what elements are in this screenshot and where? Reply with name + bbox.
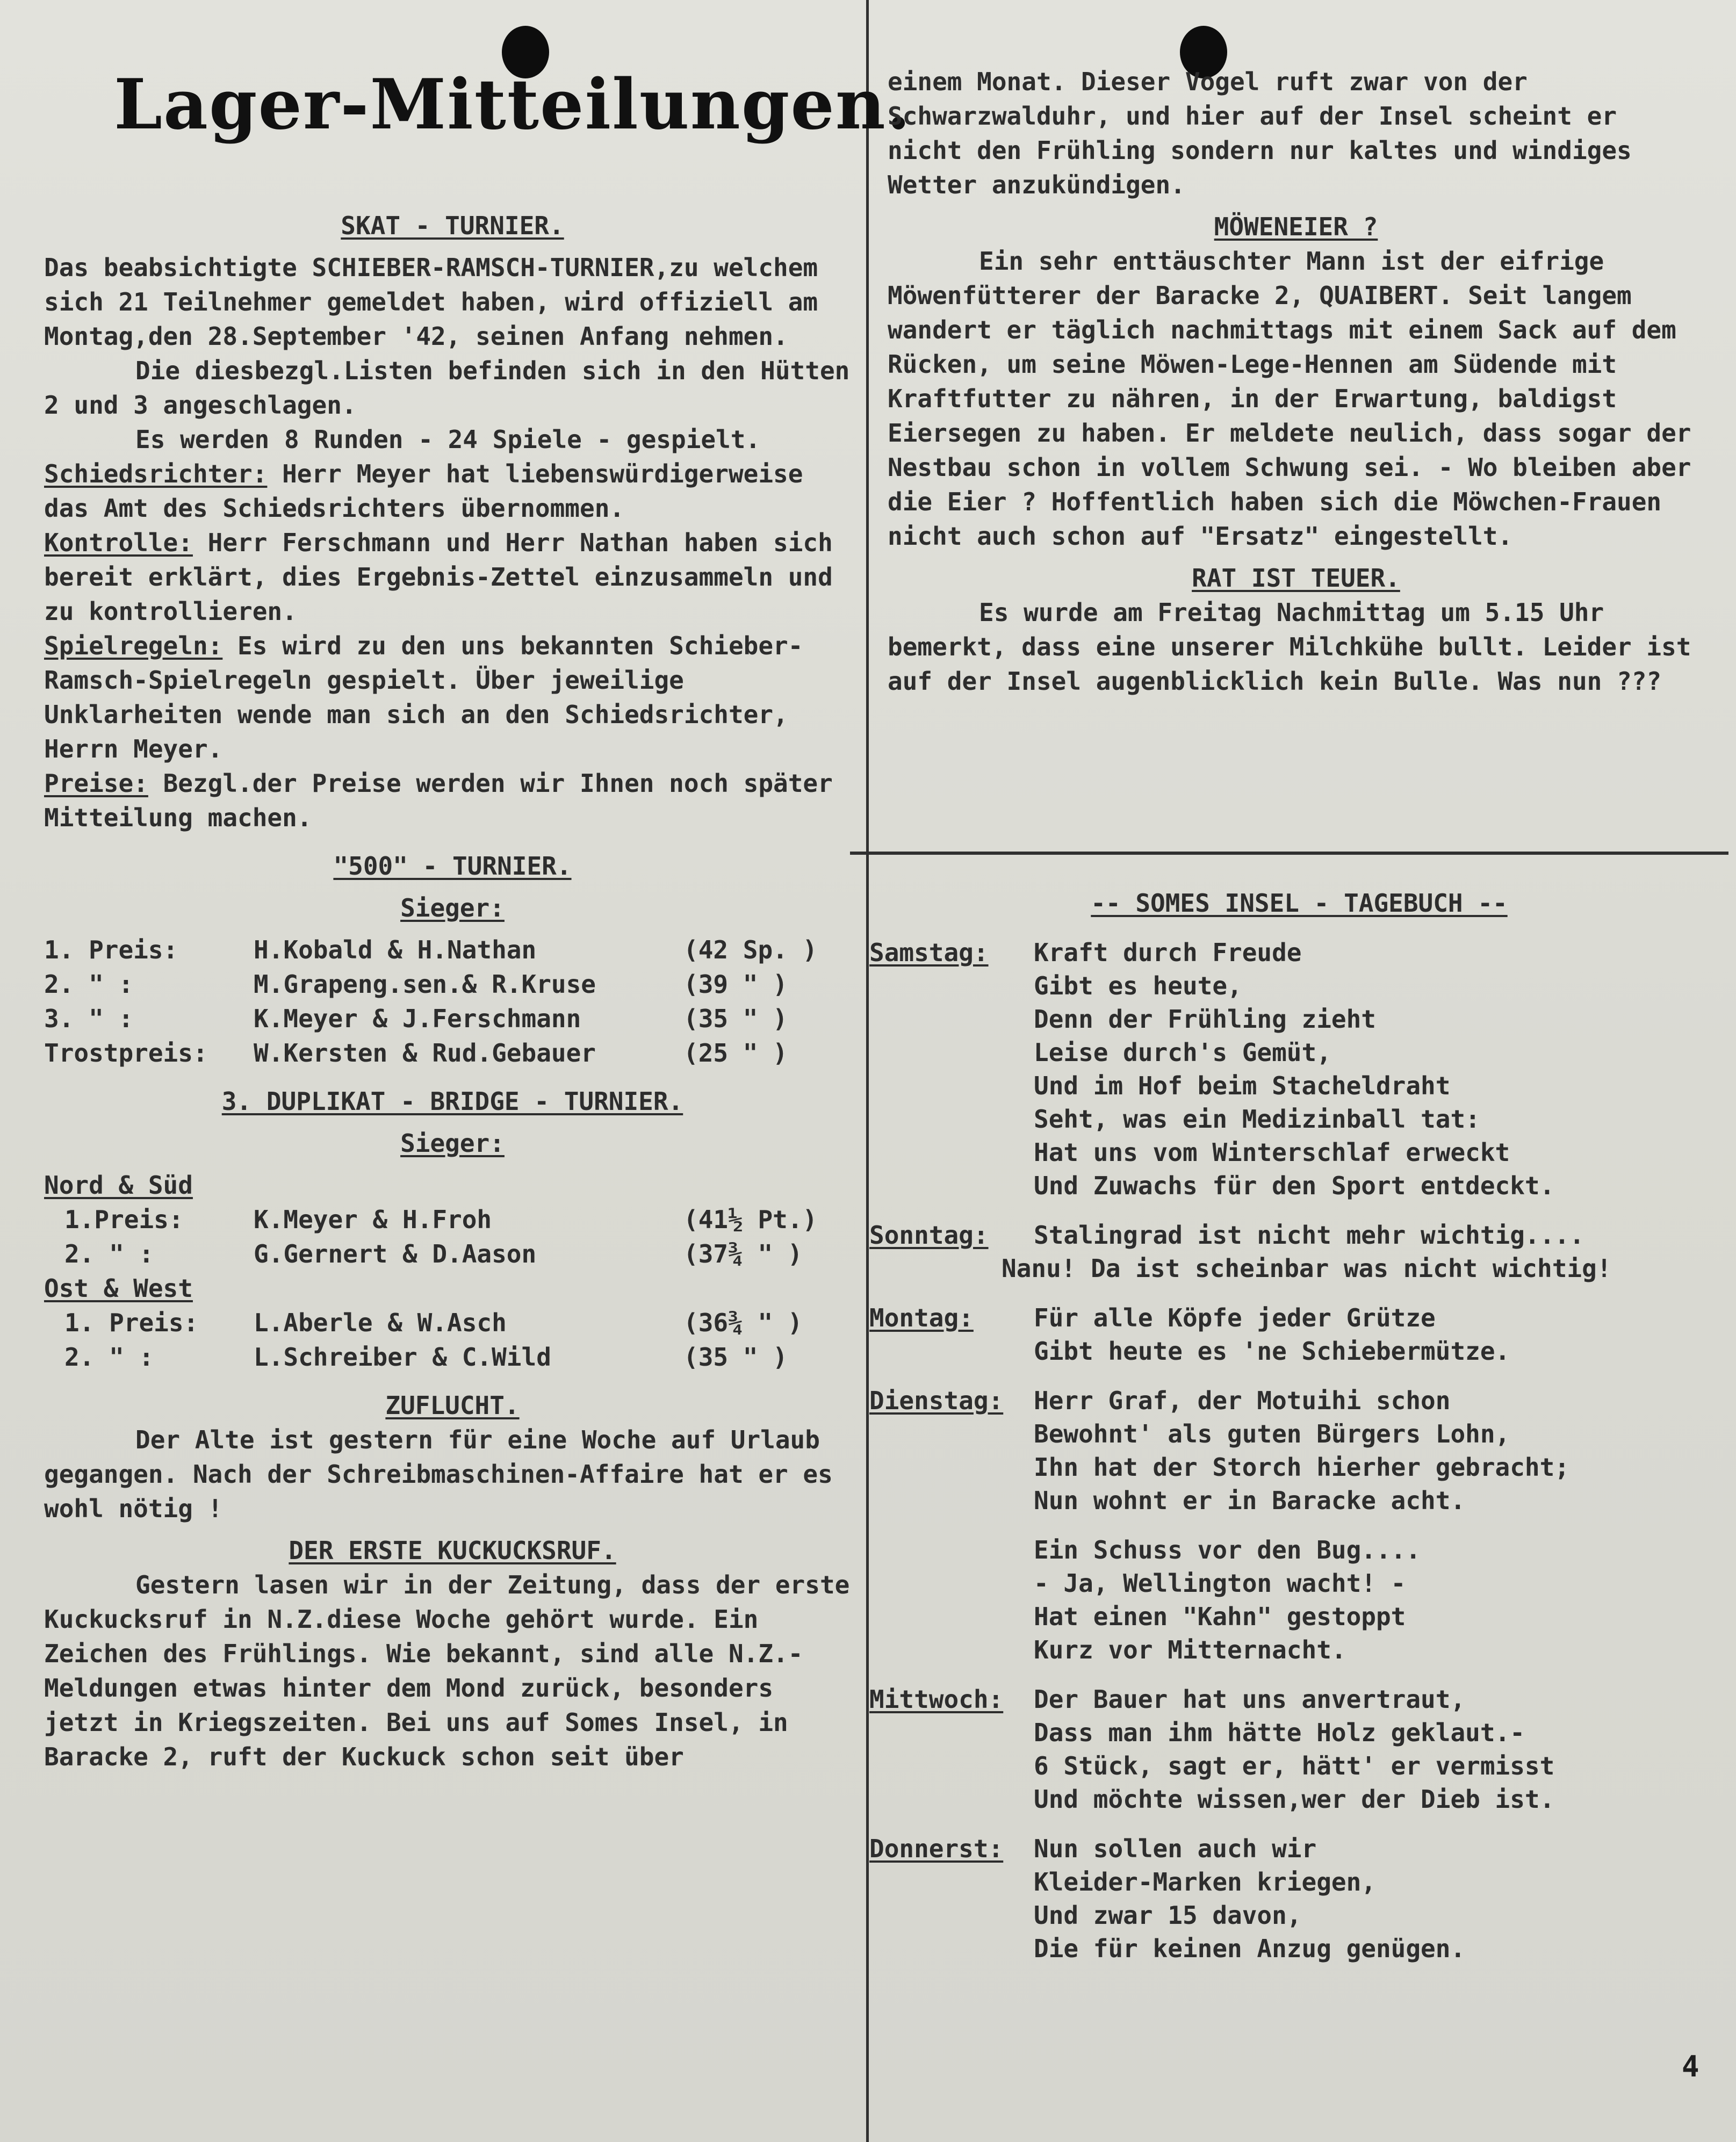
result-row [44,1202,861,1237]
day-label: Dienstag: [869,1386,1004,1415]
result-row [44,1237,861,1271]
skat-paragraph-3: Es werden 8 Runden - 24 Spiele - gespielt. [135,425,761,454]
verse [1002,1218,1729,1285]
result-score: (25 " ) [683,1038,788,1068]
diary-entry-samstag [869,936,1729,1202]
diary-entry-montag [869,1301,1729,1368]
result-names: H.Kobald & H.Nathan [254,935,537,964]
result-place: 1.Preis: [64,1205,184,1234]
verse-line: Leise durch's Gemüt, [1034,1038,1331,1067]
verse-line: Nun sollen auch wir [1034,1834,1317,1863]
column-divider [866,0,869,2142]
verse-line: Die für keinen Anzug genügen. [1034,1934,1466,1963]
verse-line: - Ja, Wellington wacht! - [1034,1569,1406,1598]
result-place: 3. " : [44,1004,134,1033]
diary-section [869,886,1729,1965]
result-row [44,1036,861,1070]
ost-west-label: Ost & West [44,1274,193,1303]
result-row [44,1306,861,1340]
verse-line: Dass man ihm hätte Holz geklaut.- [1034,1718,1525,1747]
result-row [44,967,861,1001]
fivehundred-sieger: Sieger: [400,893,505,922]
result-names: L.Aberle & W.Asch [254,1308,507,1337]
result-score: (36¾ " ) [683,1308,803,1337]
bridge-heading: 3. DUPLIKAT - BRIDGE - TURNIER. [221,1087,683,1116]
page-number: 4 [1682,2050,1699,2083]
result-names: G.Gernert & D.Aason [254,1239,537,1268]
diary-entry-dienstag [869,1384,1729,1517]
result-row [44,933,861,967]
left-column [44,208,861,1774]
skat-heading: SKAT - TURNIER. [341,211,564,240]
diary-verse-dienstag-2 [869,1533,1729,1667]
verse-line: Kleider-Marken kriegen, [1034,1867,1376,1896]
diary-heading: -- SOMES INSEL - TAGEBUCH -- [1091,889,1508,918]
page-title: Lager-Mitteilungen. [114,64,912,145]
verse-line: Kurz vor Mitternacht. [1034,1635,1346,1664]
result-names: M.Grapeng.sen.& R.Kruse [254,970,596,999]
verse [1034,1832,1729,1965]
verse-line: Nanu! Da ist scheinbar was nicht wichtig! [1002,1254,1612,1283]
result-names: L.Schreiber & C.Wild [254,1343,551,1372]
right-column-top [888,64,1704,698]
kontrolle-label: Kontrolle: [44,528,193,557]
result-score: (37¾ " ) [683,1239,803,1268]
result-score: (39 " ) [683,970,788,999]
day-label: Mittwoch: [869,1685,1004,1714]
spielregeln-label: Spielregeln: [44,631,223,660]
verse [1034,936,1729,1202]
result-score: (42 Sp. ) [683,935,818,964]
verse [1034,1683,1729,1816]
verse-line: Ihn hat der Storch hierher gebracht; [1034,1453,1569,1482]
skat-paragraph-1: Das beabsichtigte SCHIEBER-RAMSCH-TURNIER,zu welchem sich 21 Teilnehmer gemeldet haben, wird offiziell am Montag,den 28.September '42, seinen Anfang nehmen. [44,253,818,351]
diary-entry-mittwoch [869,1683,1729,1816]
verse-line: Herr Graf, der Motuihi schon [1034,1386,1451,1415]
result-names: K.Meyer & J.Ferschmann [254,1004,581,1033]
result-score: (35 " ) [683,1343,788,1372]
skat-preise [44,766,861,835]
result-row [44,1340,861,1374]
verse-line: Nun wohnt er in Baracke acht. [1034,1486,1466,1515]
moewen-heading: MÖWENEIER ? [1214,212,1378,241]
moewen-text: Ein sehr enttäuschter Mann ist der eifrige Möwenfütterer der Baracke 2, QUAIBERT. Seit langem wandert er täglich nachmittags mit einem Sack auf dem Rücken, um seine Möwen-Lege-Hennen am Südende mit Kraftfutter zu nähren, in der Erwartung, baldigst Eiersegen zu haben. Er meldete neulich, dass sogar der Nestbau schon in vollem Schwung sei. - Wo bleiben aber die Eier ? Hoffentlich haben sich die Möwchen-Frauen nicht auch schon auf "Ersatz" eingestellt. [888,247,1691,551]
skat-spielregeln [44,629,861,766]
result-names: K.Meyer & H.Froh [254,1205,492,1234]
verse-line: Gibt heute es 'ne Schiebermütze. [1034,1337,1510,1366]
verse-line: Und im Hof beim Stacheldraht [1034,1071,1451,1100]
verse [1034,1301,1729,1368]
verse-line: Und zwar 15 davon, [1034,1901,1302,1930]
result-place: 2. " : [44,970,134,999]
fivehundred-heading: "500" - TURNIER. [333,852,572,881]
nord-sued-label: Nord & Süd [44,1171,193,1200]
spielregeln-text: Es wird zu den uns bekannten Schieber-Ramsch-Spielregeln gespielt. Über jeweilige Unklarheiten wende man sich an den Schiedsrichter, Herrn Meyer. [44,631,803,763]
verse-line: Stalingrad ist nicht mehr wichtig.... [1034,1221,1584,1250]
schiedsrichter-text: Herr Meyer hat liebenswürdigerweise das Amt des Schiedsrichters übernommen. [44,459,803,523]
verse-line: Hat einen "Kahn" gestoppt [1034,1602,1406,1631]
verse-line: Und möchte wissen,wer der Dieb ist. [1034,1785,1555,1814]
bridge-sieger: Sieger: [400,1129,505,1158]
day-label: Donnerst: [869,1834,1004,1863]
result-score: (35 " ) [683,1004,788,1033]
day-label: Samstag: [869,938,989,967]
schiedsrichter-label: Schiedsrichter: [44,459,268,488]
preise-label: Preise: [44,769,148,798]
rat-heading: RAT IST TEUER. [1192,564,1400,593]
kuckuck-continuation: einem Monat. Dieser Vogel ruft zwar von der Schwarzwalduhr, und hier auf der Insel scheint er nicht den Frühling sondern nur kaltes und windiges Wetter anzukündigen. [888,67,1632,199]
result-place: Trostpreis: [44,1038,208,1068]
result-row [44,1001,861,1036]
zuflucht-heading: ZUFLUCHT. [385,1391,520,1420]
verse-line: Denn der Frühling zieht [1034,1005,1376,1034]
rat-text: Es wurde am Freitag Nachmittag um 5.15 Uhr bemerkt, dass eine unserer Milchkühe bullt. Leider ist auf der Insel augenblicklich kein Bulle. Was nun ??? [888,598,1691,696]
skat-schiedsrichter [44,457,861,525]
verse-line: Bewohnt' als guten Bürgers Lohn, [1034,1419,1510,1448]
skat-paragraph-2: Die diesbezgl.Listen befinden sich in den Hütten 2 und 3 angeschlagen. [44,356,850,420]
verse-line: Für alle Köpfe jeder Grütze [1034,1303,1436,1332]
verse-line: Der Bauer hat uns anvertraut, [1034,1685,1466,1714]
verse [1034,1384,1729,1517]
preise-text: Bezgl.der Preise werden wir Ihnen noch später Mitteilung machen. [44,769,833,832]
result-place: 2. " : [64,1343,154,1372]
verse-line: Gibt es heute, [1034,971,1242,1000]
fivehundred-results [44,933,861,1070]
verse-line: Seht, was ein Medizinball tat: [1034,1105,1480,1134]
day-label: Montag: [869,1303,974,1332]
zuflucht-text: Der Alte ist gestern für eine Woche auf Urlaub gegangen. Nach der Schreibmaschinen-Affaire hat er es wohl nötig ! [44,1425,833,1523]
section-divider [850,852,1728,855]
result-place: 1. Preis: [64,1308,199,1337]
verse-line: Und Zuwachs für den Sport entdeckt. [1034,1171,1555,1200]
verse-line: Hat uns vom Winterschlaf erweckt [1034,1138,1510,1167]
diary-entry-sonntag [869,1218,1729,1285]
result-place: 2. " : [64,1239,154,1268]
skat-kontrolle [44,525,861,629]
bridge-results [44,1168,861,1374]
kontrolle-text: Herr Ferschmann und Herr Nathan haben sich bereit erklärt, dies Ergebnis-Zettel einzusammeln und zu kontrollieren. [44,528,833,626]
verse-line: 6 Stück, sagt er, hätt' er vermisst [1034,1751,1555,1780]
diary-entry-donnerstag [869,1832,1729,1965]
verse-line: Kraft durch Freude [1034,938,1302,967]
verse-line: Ein Schuss vor den Bug.... [1034,1535,1421,1564]
kuckuck-heading: DER ERSTE KUCKUCKSRUF. [289,1536,616,1565]
day-label: Sonntag: [869,1221,989,1250]
result-score: (41½ Pt.) [683,1205,818,1234]
kuckuck-text: Gestern lasen wir in der Zeitung, dass der erste Kuckucksruf in N.Z.diese Woche gehört wurde. Ein Zeichen des Frühlings. Wie bekannt, sind alle N.Z.-Meldungen etwas hinter dem Mond zurück, besonders jetzt in Kriegszeiten. Bei uns auf Somes Insel, in Baracke 2, ruft der Kuckuck schon seit über [44,1570,850,1771]
result-place: 1. Preis: [44,935,178,964]
result-names: W.Kersten & Rud.Gebauer [254,1038,596,1068]
